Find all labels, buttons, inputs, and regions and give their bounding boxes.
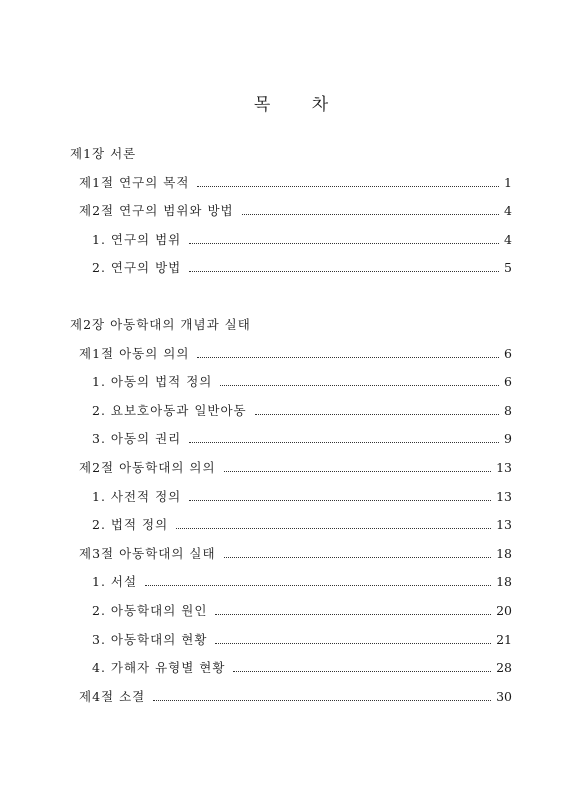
- toc-subsection-entry[interactable]: [92, 603, 512, 619]
- toc-entry-label: 제2절 아동학대의 의의: [79, 460, 216, 475]
- toc-page-number: 18: [496, 545, 512, 561]
- dot-leader: [224, 557, 492, 558]
- toc-page-number: 18: [496, 574, 512, 590]
- toc-page-number: 6: [504, 374, 512, 390]
- toc-section-entry[interactable]: [79, 460, 512, 476]
- toc-page-number: 4: [504, 203, 512, 219]
- toc-page-number: 5: [504, 260, 512, 276]
- page-title: 목 차: [253, 95, 347, 115]
- toc-page-number: 1: [504, 174, 512, 190]
- dot-leader: [215, 614, 491, 615]
- toc-section-entry[interactable]: [79, 689, 512, 705]
- toc-entry-label: 3. 아동의 권리: [92, 431, 182, 447]
- dot-leader: [189, 442, 499, 443]
- dot-leader: [197, 186, 499, 187]
- dot-leader: [189, 500, 491, 501]
- toc-entry-label: 1. 사전적 정의: [92, 488, 182, 504]
- toc-section-entry[interactable]: [79, 546, 512, 562]
- toc-entry-label: 2. 아동학대의 원인: [92, 603, 208, 618]
- toc-entry-label: 제4절 소결: [79, 688, 146, 704]
- toc-subsection-entry[interactable]: [92, 632, 512, 648]
- dot-leader: [220, 385, 499, 386]
- toc-page-number: 6: [504, 345, 512, 361]
- toc-page-number: 13: [496, 517, 512, 533]
- dot-leader: [215, 643, 491, 644]
- toc-entry-label: 2. 연구의 방법: [92, 260, 182, 276]
- toc-page-number: 13: [496, 488, 512, 504]
- toc-entry-label: 4. 가해자 유형별 현황: [92, 660, 226, 676]
- toc-subsection-entry[interactable]: [92, 232, 512, 248]
- dot-leader: [189, 271, 499, 272]
- toc-page-number: 8: [504, 402, 512, 418]
- dot-leader: [224, 471, 492, 472]
- toc-subsection-entry[interactable]: [92, 374, 512, 390]
- toc-entry-label: 1. 아동의 법적 정의: [92, 374, 213, 390]
- dot-leader: [145, 585, 491, 586]
- toc-entry-label: 2. 요보호아동과 일반아동: [92, 402, 247, 418]
- toc-entry-label: 3. 아동학대의 현황: [92, 631, 208, 647]
- toc-section-entry[interactable]: [79, 346, 512, 362]
- toc-subsection-entry[interactable]: [92, 517, 512, 533]
- toc-section-entry[interactable]: [79, 175, 512, 191]
- dot-leader: [197, 357, 499, 358]
- toc-subsection-entry[interactable]: [92, 574, 512, 590]
- chapter-heading: 제1장 서론: [70, 146, 137, 161]
- dot-leader: [189, 243, 499, 244]
- toc-entry-label: 1. 연구의 범위: [92, 231, 182, 247]
- toc-subsection-entry[interactable]: [92, 489, 512, 505]
- dot-leader: [176, 528, 491, 529]
- toc-entry-label: 제1절 아동의 의의: [79, 345, 190, 361]
- toc-page-number: 13: [496, 460, 512, 475]
- toc-subsection-entry[interactable]: [92, 260, 512, 276]
- toc-section-entry[interactable]: [79, 203, 512, 219]
- toc-page-number: 21: [496, 631, 512, 647]
- toc-entry-label: 1. 서설: [92, 574, 138, 590]
- toc-page-number: 9: [504, 431, 512, 447]
- dot-leader: [242, 214, 499, 215]
- toc-page-number: 4: [504, 231, 512, 247]
- toc-entry-label: 제1절 연구의 목적: [79, 174, 190, 190]
- toc-page-number: 28: [496, 660, 512, 676]
- toc-entry-label: 제3절 아동학대의 실태: [79, 545, 216, 561]
- toc-subsection-entry[interactable]: [92, 403, 512, 419]
- toc-subsection-entry[interactable]: [92, 431, 512, 447]
- toc-page-number: 30: [496, 688, 512, 704]
- dot-leader: [233, 671, 491, 672]
- toc-entry-label: 2. 법적 정의: [92, 517, 169, 533]
- dot-leader: [255, 414, 499, 415]
- toc-subsection-entry[interactable]: [92, 660, 512, 676]
- dot-leader: [153, 700, 491, 701]
- toc-page-number: 20: [496, 603, 512, 618]
- chapter-heading: 제2장 아동학대의 개념과 실태: [70, 317, 251, 332]
- toc-entry-label: 제2절 연구의 범위와 방법: [79, 203, 234, 219]
